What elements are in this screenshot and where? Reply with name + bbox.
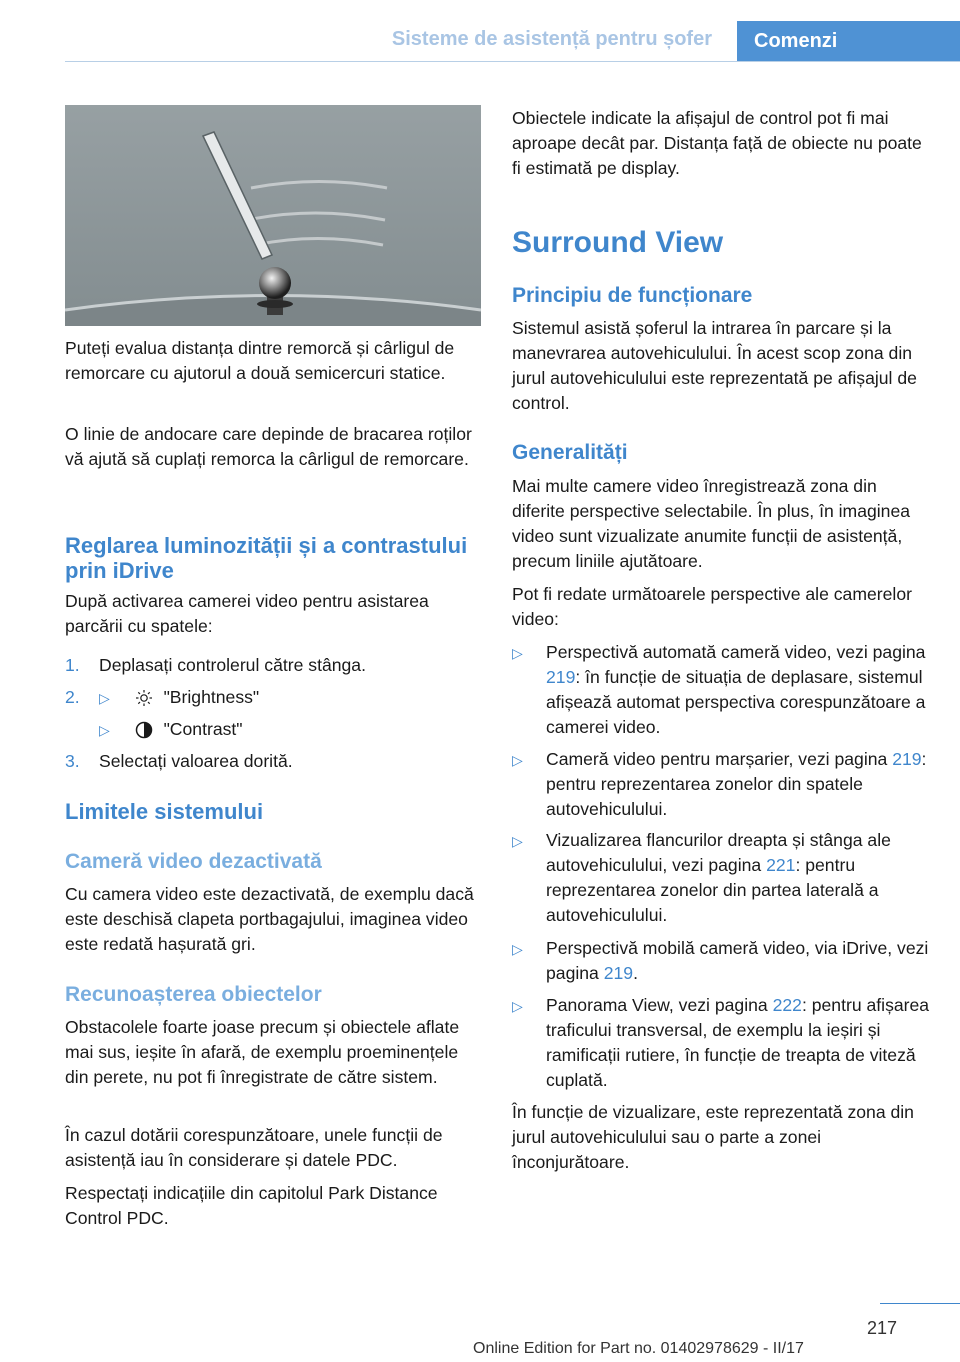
sun-icon [135,689,153,707]
step-2: 2. ▷ "Brightness" [65,687,260,707]
heading-general: Generalități [512,441,628,464]
footer-rule [880,1303,960,1304]
bullet-icon: ▷ [512,833,523,849]
page-link-221[interactable]: 221 [766,855,796,875]
step-2b [65,717,483,742]
edition-note: Online Edition for Part no. 01402978629 - II/17 [473,1340,804,1357]
step-3: 3. Selectați valoarea dorită. [65,751,293,771]
bullet-icon: ▷ [99,722,110,738]
bullet-icon: ▷ [99,690,110,706]
step-2b-label: "Contrast" [163,719,243,739]
heading-surround-view: Surround View [512,226,724,259]
heading-camera-off: Cameră video dezactivată [65,850,322,873]
left-paragraph-3: După activarea camerei video pentru asistarea parcării cu spatele: [65,591,429,636]
rear-camera-hitch-figure [65,105,481,326]
page-number: 217 [866,1318,897,1338]
left-paragraph-7: Respectați indicațiile din capitolul Park Distance Control PDC. [65,1183,438,1228]
left-paragraph-5: Obstacolele foarte joase precum și obiectele aflate mai sus, ieșite în afară, de exemplu proeminențele din perete, nu pot fi înregistrate de către sistem. [65,1017,460,1087]
heading-principle: Principiu de funcționare [512,284,753,307]
list-item: ▷ Vizualizarea flancurilor dreapta și stânga ale autovehiculului, vezi pagina 221: pentru reprezentarea zonelor din partea laterală a autovehiculului. [512,830,891,925]
header-tab-label: Comenzi [754,29,838,52]
step-1: 1. Deplasați controlerul către stânga. [65,655,366,675]
heading-brightness-contrast: Reglarea luminozității și a contrastului prin iDrive [65,533,468,583]
right-paragraph-2: Sistemul asistă șoferul la intrarea în parcare și la manevrarea autovehiculului. În acest scop zona din jurul autovehiculului este reprezentată pe afișajul de control. [512,318,917,413]
list-item: ▷ Panorama View, vezi pagina 222: pentru afișarea traficului transversal, de exemplu la ieșiri și ramificații rutiere, în funcție de treapta de viteză cuplată. [512,995,930,1090]
header-tab [737,21,960,61]
right-paragraph-4: Pot fi redate următoarele perspective ale camerelor video: [512,584,912,629]
bullet-icon: ▷ [512,645,523,661]
left-paragraph-6: În cazul dotării corespunzătoare, unele funcții de asistență iau în considerare și datele PDC. [65,1125,443,1170]
left-paragraph-4: Cu camera video este dezactivată, de exemplu dacă este deschisă clapeta portbagajului, imaginea video este redată hașurată gri. [65,884,474,954]
contrast-icon [135,721,153,739]
header-rule [65,61,960,62]
heading-system-limits: Limitele sistemului [65,799,264,824]
bullet-icon: ▷ [512,752,523,768]
header-section-title: Sisteme de asistență pentru șofer [391,28,712,50]
list-item: ▷ Perspectivă automată cameră video, vezi pagina 219: în funcție de situația de deplasare, sistemul afișează automat perspectiva corespunzătoare a camerei video. [512,642,926,737]
page-link-219[interactable]: 219 [546,667,576,687]
list-item: ▷ Cameră video pentru marșarier, vezi pagina 219: pentru reprezentarea zonelor din spatele autovehiculului. [512,749,927,819]
step-2-label: "Brightness" [163,687,260,707]
heading-object-recognition: Recunoașterea obiectelor [65,983,322,1006]
list-item: ▷ Perspectivă mobilă cameră video, via iDrive, vezi pagina 219. [512,938,929,983]
right-paragraph-5: În funcție de vizualizare, este reprezentată zona din jurul autovehiculului sau o parte a zonei înconjurătoare. [512,1102,914,1172]
bullet-icon: ▷ [512,998,523,1014]
page-link-219[interactable]: 219 [603,963,634,983]
bullet-icon: ▷ [512,941,523,957]
right-paragraph-1: Obiectele indicate la afișajul de control pot fi mai aproape decât par. Distanța față de obiecte nu poate fi estimată pe display. [512,108,922,178]
page-link-219[interactable]: 219 [892,749,922,769]
page-link-222[interactable]: 222 [772,995,802,1015]
right-paragraph-3: Mai multe camere video înregistrează zona din diferite perspective selectabile. În plus, în imaginea video sunt vizualizate anumite funcții de asistență, precum liniile ajutătoare. [512,476,911,571]
left-paragraph-2: O linie de andocare care depinde de bracarea roților vă ajută să cuplați remorca la cârligul de remorcare. [65,424,472,469]
left-paragraph-1: Puteți evalua distanța dintre remorcă și cârligul de remorcare cu ajutorul a două semicercuri statice. [65,338,455,383]
